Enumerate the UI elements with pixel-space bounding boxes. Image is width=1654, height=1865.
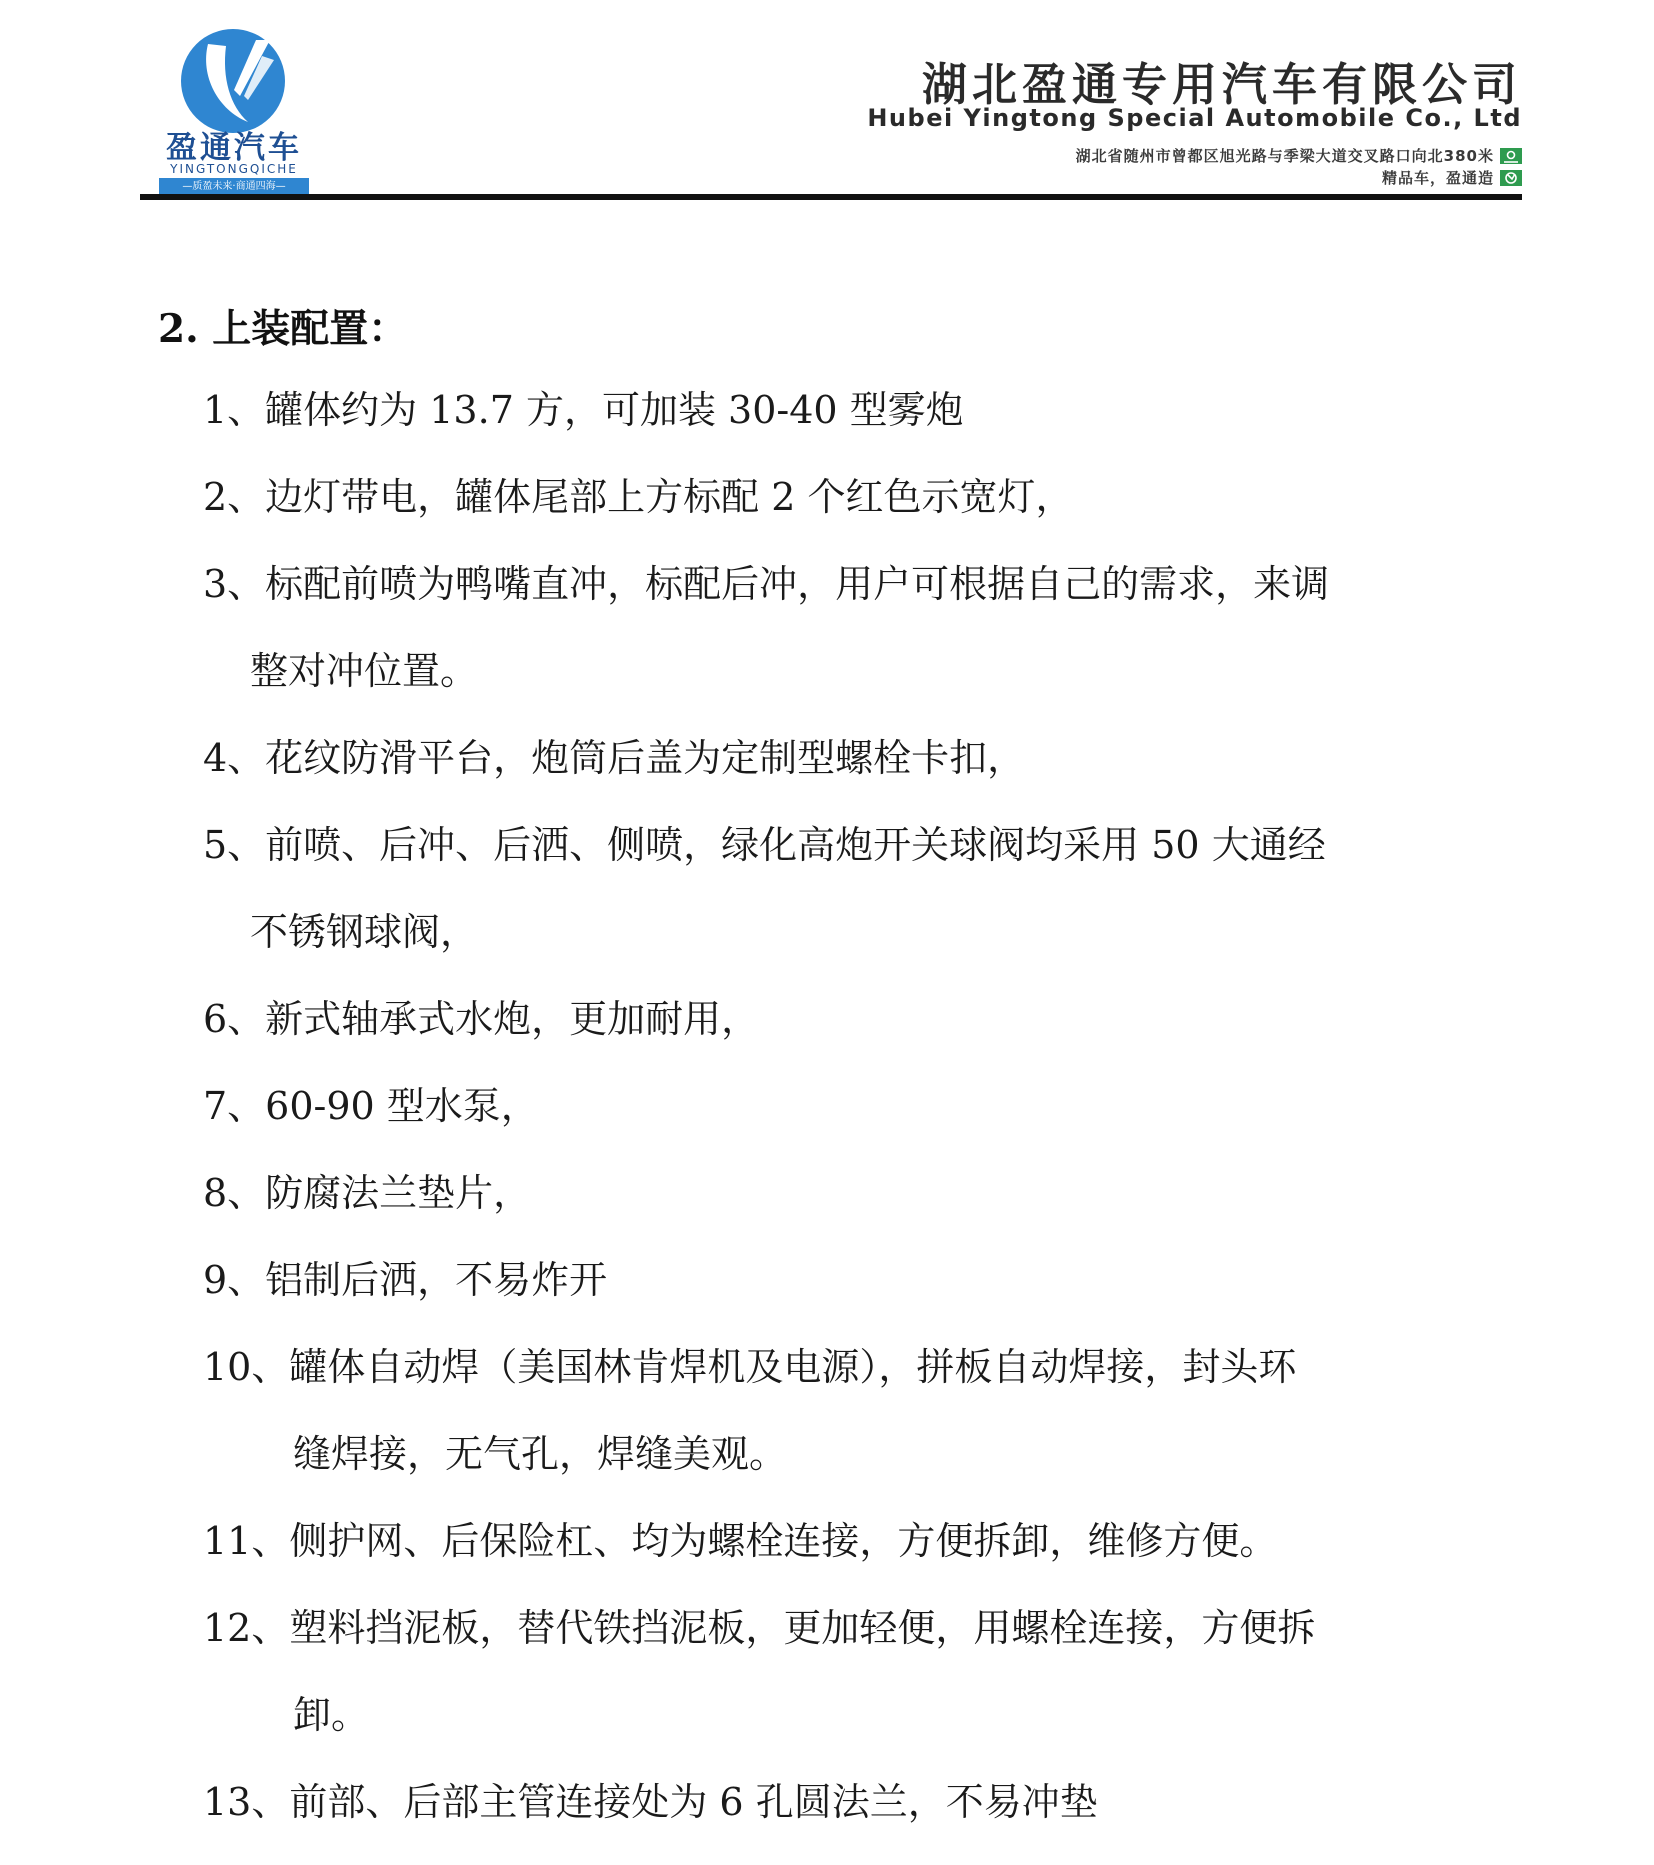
list-item-3 xyxy=(203,541,1503,715)
company-name-en: Hubei Yingtong Special Automobile Co., Ltd xyxy=(867,104,1522,132)
list-item-10 xyxy=(203,1324,1503,1498)
list-item-1 xyxy=(203,367,1503,454)
list-item-13 xyxy=(203,1759,1503,1846)
logo-slogan: —质盈未来·商通四海— xyxy=(159,178,309,195)
list-item-text: 13、前部、后部主管连接处为 6 孔圆法兰，不易冲垫 xyxy=(203,1780,1098,1824)
list-item-text: 7、60-90 型水泵， xyxy=(203,1084,539,1128)
list-item-8 xyxy=(203,1150,1503,1237)
list-item-text: 5、前喷、后冲、后洒、侧喷，绿化高炮开关球阀均采用 50 大通经 xyxy=(203,823,1326,867)
logo-name: 盈通汽车 xyxy=(166,130,302,166)
list-item-12 xyxy=(203,1585,1503,1759)
list-item-9 xyxy=(203,1237,1503,1324)
company-name-cn: 湖北盈通专用汽车有限公司 xyxy=(921,58,1522,111)
list-item-7 xyxy=(203,1063,1503,1150)
header-divider xyxy=(140,194,1522,200)
logo-pinyin: YINGTONGQICHE xyxy=(170,162,298,176)
list-item-text: 1、罐体约为 13.7 方，可加装 30-40 型雾炮 xyxy=(203,388,964,432)
company-motto xyxy=(1382,167,1522,188)
location-icon xyxy=(1500,148,1522,164)
list-item-5 xyxy=(203,802,1503,976)
list-item-2 xyxy=(203,454,1503,541)
list-item-4 xyxy=(203,715,1503,802)
list-item-6 xyxy=(203,976,1503,1063)
company-address xyxy=(1076,145,1522,166)
list-item-text-continued: 整对冲位置。 xyxy=(250,649,479,693)
list-item-text: 8、防腐法兰垫片， xyxy=(203,1171,532,1215)
list-item-text: 11、侧护网、后保险杠、均为螺栓连接，方便拆卸，维修方便。 xyxy=(203,1519,1278,1563)
list-item-text: 4、花纹防滑平台，炮筒后盖为定制型螺栓卡扣， xyxy=(203,736,1026,780)
motto-text: 精品车，盈通造 xyxy=(1381,169,1494,187)
list-item-text: 2、边灯带电，罐体尾部上方标配 2 个红色示宽灯， xyxy=(203,475,1074,519)
list-item-text: 3、标配前喷为鸭嘴直冲，标配后冲，用户可根据自己的需求，来调 xyxy=(203,562,1330,606)
yingtong-logo-icon xyxy=(178,26,288,136)
list-item-text-continued: 缝焊接，无气孔，焊缝美观。 xyxy=(293,1432,788,1476)
letterhead xyxy=(140,0,1522,205)
list-item-text-continued: 卸。 xyxy=(293,1693,370,1737)
list-item-11 xyxy=(203,1498,1503,1585)
address-text: 湖北省随州市曾都区旭光路与季梁大道交叉路口向北380米 xyxy=(1075,147,1494,165)
list-item-text: 6、新式轴承式水炮，更加耐用， xyxy=(203,997,760,1041)
list-item-text: 12、塑料挡泥板，替代铁挡泥板，更加轻便，用螺栓连接，方便拆 xyxy=(203,1606,1316,1650)
list-item-text: 9、铝制后洒，不易炸开 xyxy=(203,1258,608,1302)
list-item-text-continued: 不锈钢球阀， xyxy=(250,910,479,954)
section-title: 2. 上装配置： xyxy=(158,306,408,352)
list-item-text: 10、罐体自动焊（美国林肯焊机及电源），拼板自动焊接，封头环 xyxy=(203,1345,1297,1389)
company-logo xyxy=(140,26,310,191)
leaf-icon xyxy=(1500,170,1522,186)
